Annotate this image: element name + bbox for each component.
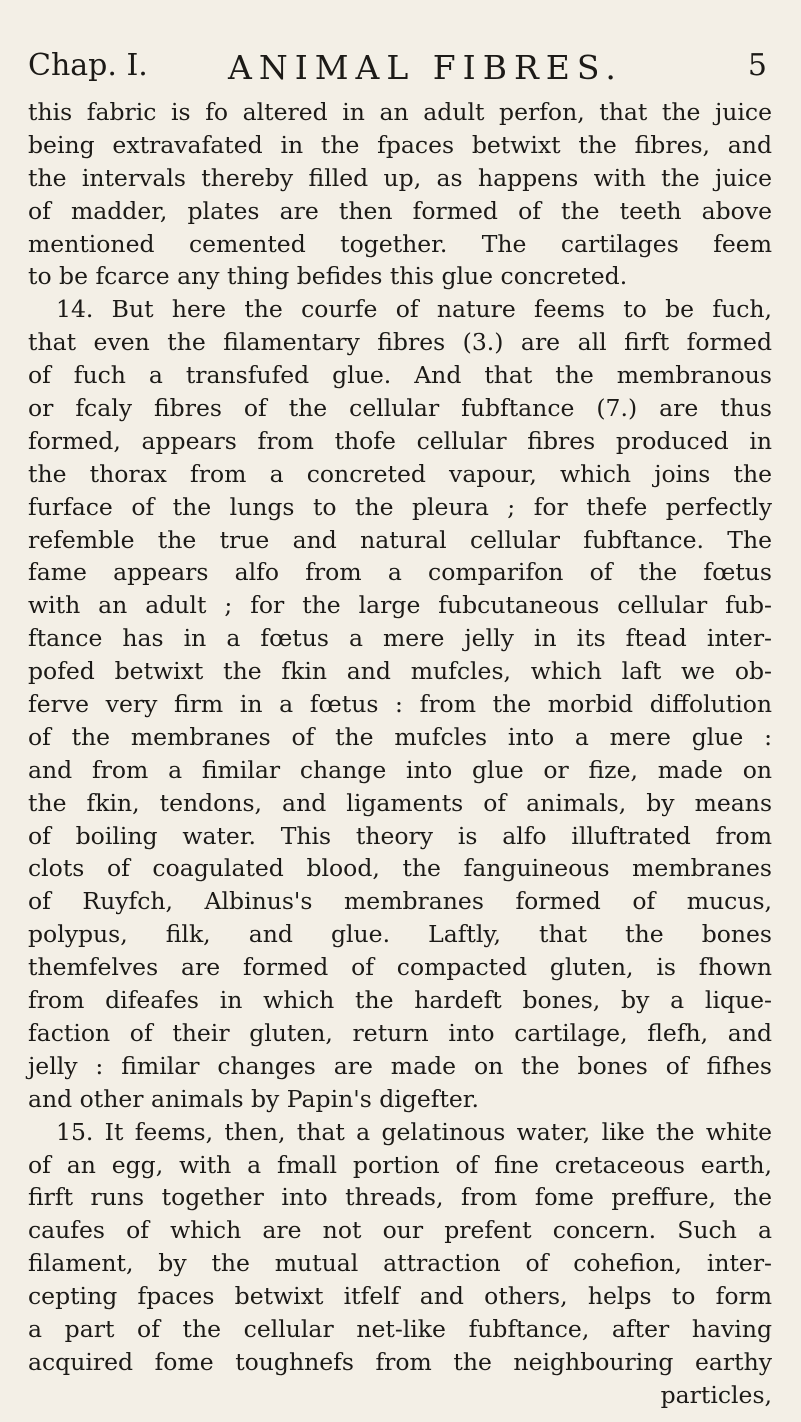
text-line: fame appears alfo from a comparifon of the fœtus (28, 558, 772, 587)
text-line: themfelves are formed of compacted gluten, is fhown (28, 953, 772, 982)
text-line: filament, by the mutual attraction of cohefion, inter- (28, 1249, 772, 1278)
text-line: refemble the true and natural cellular fubftance. The (28, 525, 772, 554)
text-line: 15. It feems, then, that a gelatinous water, like the white (56, 1117, 772, 1146)
text-line: clots of coagulated blood, the fanguineous membranes (28, 854, 772, 883)
text-line: of an egg, with a fmall portion of fine cretaceous earth, (28, 1150, 772, 1179)
text-line: being extravafated in the fpaces betwixt the fibres, and (28, 130, 772, 159)
text-line: ferve very firm in a fœtus : from the morbid diffolution (28, 690, 772, 719)
body-text (28, 96, 772, 1412)
text-line: mentioned cemented together. The cartilages feem (28, 229, 772, 258)
text-line: jelly : fimilar changes are made on the bones of fifhes (28, 1051, 772, 1080)
text-line: pofed betwixt the fkin and mufcles, which laft we ob- (28, 657, 772, 686)
running-header (28, 28, 773, 88)
text-line: this fabric is fo altered in an adult perfon, that the juice (28, 98, 772, 126)
text-line: from difeafes in which the hardeft bones, by a lique- (28, 986, 772, 1015)
text-line: ftance has in a fœtus a mere jelly in its ftead inter- (28, 624, 772, 653)
text-line: 14. But here the courfe of nature feems to be fuch, (56, 295, 772, 324)
text-line: of the membranes of the mufcles into a mere glue : (28, 722, 772, 751)
text-line: of madder, plates are then formed of the teeth above (28, 196, 772, 225)
text-line: with an adult ; for the large fubcutaneous cellular fub- (28, 591, 772, 620)
text-line: the intervals thereby filled up, as happens with the juice (28, 163, 772, 192)
text-line: formed, appears from thofe cellular fibres produced in (28, 426, 772, 455)
text-line: and other animals by Papin's digefter. (28, 1084, 479, 1113)
text-line: cepting fpaces betwixt itfelf and others, helps to form (28, 1282, 772, 1311)
text-line: of Ruyfch, Albinus's membranes formed of mucus, (28, 887, 772, 916)
text-line: and from a fimilar change into glue or fize, made on (28, 755, 772, 784)
chapter-label: Chap. I. (28, 48, 148, 83)
running-title: ANIMAL FIBRES. (228, 48, 623, 87)
text-line: acquired fome toughnefs from the neighbouring earthy (28, 1347, 772, 1376)
text-line: a part of the cellular net-like fubftance, after having (28, 1314, 772, 1343)
text-line: caufes of which are not our prefent concern. Such a (28, 1216, 772, 1245)
text-line: or fcaly fibres of the cellular fubftance (7.) are thus (28, 394, 772, 423)
text-line: furface of the lungs to the pleura ; for thefe perfectly (28, 492, 772, 521)
page-number: 5 (747, 48, 767, 83)
text-line: faction of their gluten, return into cartilage, flefh, and (28, 1018, 772, 1047)
text-line: the fkin, tendons, and ligaments of animals, by means (28, 788, 772, 817)
text-line: firft runs together into threads, from fome preffure, the (28, 1183, 772, 1212)
text-line: of fuch a transfufed glue. And that the membranous (28, 361, 772, 390)
text-line: the thorax from a concreted vapour, which joins the (28, 459, 772, 488)
text-line: of boiling water. This theory is alfo illuftrated from (28, 821, 772, 850)
text-line: to be fcarce any thing befides this glue concreted. (28, 262, 628, 291)
text-line: polypus, filk, and glue. Laftly, that the bones (28, 920, 772, 949)
text-line: that even the filamentary fibres (3.) are all firft formed (28, 328, 772, 357)
catchword: particles, (660, 1380, 772, 1409)
